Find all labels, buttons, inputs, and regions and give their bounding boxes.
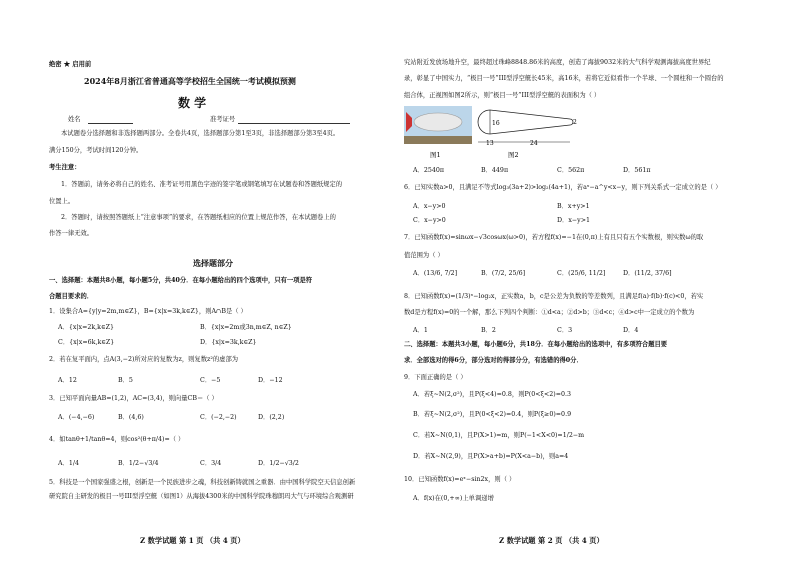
figure-2-caption: 图2	[508, 151, 519, 159]
q3-option-c: C．(−2,−2)	[200, 414, 237, 421]
question-2: 2．若在复平面内，点A(3,−2)所对应的复数为z，则复数z²的虚部为	[49, 356, 239, 363]
label-24: 24	[530, 140, 538, 147]
intro-line-2: 满分150分，考试时间120分钟。	[49, 147, 143, 154]
question-9: 9．下面正确的是（ ）	[404, 374, 467, 381]
subject-title: 数 学	[178, 96, 207, 110]
note-2a: 2．答题时，请按照答题纸上“注意事项”的要求，在答题纸相应的位置上规范作答，在本试题卷上的	[61, 214, 336, 221]
ticket-blank	[238, 123, 350, 124]
q3-option-b: B．(4,6)	[118, 414, 144, 421]
q5-option-a: A．2540π	[413, 167, 445, 174]
q6-option-d: D．x−y>1	[557, 217, 591, 224]
question-1: 1．设集合A={y|y=2m,m∈Z}，B={x|x=3k,k∈Z}，则A∩B是（ ）	[49, 308, 247, 315]
note-1a: 1．答题前，请务必将自己的姓名、准考证号用黑色字迹的签字笔或钢笔填写在试题卷和答题纸规定的	[61, 181, 343, 188]
q4-option-c: C．3/4	[200, 460, 222, 467]
q4-option-d: D．1/2−√3/2	[258, 460, 299, 467]
q1-option-b: B．{x|x=2m或3n,m∈Z, n∈Z}	[200, 324, 292, 331]
intro-line-1: 本试题卷分选择题和非选择题两部分。全卷共4页，选择题部分第1至3页，非选择题部分第3至4页。	[61, 130, 340, 137]
question-10: 10．已知函数f(x)=eˣ−sin2x，则（ ）	[404, 476, 516, 483]
question-8-line-1: 8．已知函数f(x)=(1/3)ˣ−log₂x，正实数a，b，c是公差为负数的等差数列，且满足f(a)·f(b)·f(c)<0，若实	[404, 293, 704, 300]
q1-option-d: D．{x|x=3k,k∈Z}	[200, 339, 257, 346]
note-2b: 作答一律无效。	[49, 230, 94, 237]
part2-heading-b: 求．全部选对的得6分，部分选对的得部分分，有选错的得0分．	[404, 357, 583, 364]
q7-option-d: D．(11/2, 37/6]	[623, 270, 672, 277]
q8-option-c: C．3	[557, 327, 573, 334]
q1-option-c: C．{x|x=6k,k∈Z}	[58, 339, 115, 346]
question-7-line-2: 值范围为（ ）	[404, 252, 444, 259]
question-7-line-1: 7．已知函数f(x)=sinωx−√3cosωx(ω>0)，若方程f(x)=−1在(0,π)上有且只有五个实数根，则实数ω的取	[404, 234, 704, 241]
part1-heading-a: 一、选择题：本题共8小题，每小题5分，共40分．在每小题给出的四个选项中，只有一项是符	[49, 277, 313, 284]
question-5-line-1: 5．科技是一个国家强盛之根，创新是一个民族进步之魂，科技创新铸就国之重器．由中国科学院空天信息创新	[49, 479, 356, 486]
question-4: 4．如tanθ+1/tanθ=4，则cos²(θ+π/4)=（ ）	[49, 436, 185, 443]
q6-option-b: B．x+y>1	[557, 203, 590, 210]
label-13: 13	[486, 140, 494, 147]
q2-option-b: B．5	[118, 377, 133, 384]
q8-option-b: B．2	[481, 327, 496, 334]
figure-1-caption: 图1	[430, 151, 441, 159]
q9-option-a: A．若ξ~N(2,σ²)，且P(ξ<4)=0.8，则P(0<ξ<2)=0.3	[413, 391, 571, 398]
q5-continued-line-2: 录，彰显了中国实力，“极目一号”III型浮空艇长45米，高16米，若将它近似看作一个半球、一个圆柱和一个圆台的	[404, 75, 724, 82]
exam-title: 2024年8月浙江省普通高等学校招生全国统一考试模拟预测	[84, 76, 296, 86]
q8-option-d: D．4	[623, 327, 639, 334]
section-title: 选择题部分	[193, 258, 233, 268]
label-2: 2	[573, 119, 577, 126]
q3-option-d: D．(2,2)	[258, 414, 285, 421]
q5-option-c: C．562π	[557, 167, 585, 174]
q8-option-a: A．1	[413, 327, 428, 334]
question-5-line-2: 研究院自主研发的极目一号III型浮空艇（如图1）从海拔4300米的中国科学院珠穆朗玛大气与环境综合观测研	[49, 493, 354, 500]
q2-option-d: D．−12	[258, 377, 283, 384]
q7-option-b: B．(7/2, 25/6]	[481, 270, 526, 277]
page-2-footer: Z 数学试题 第 2 页 （共 4 页）	[499, 536, 604, 545]
secret-label: 绝密 ★ 启用前	[49, 61, 92, 68]
part2-heading-a: 二、选择题：本题共3小题，每小题6分，共18分．在每小题给出的选项中，有多项符合题目要	[404, 341, 668, 348]
q4-option-b: B．1/2−√3/4	[118, 460, 159, 467]
part1-heading-b: 合题目要求的．	[49, 293, 94, 300]
page-1-footer: Z 数学试题 第 1 页 （共 4 页）	[140, 536, 245, 545]
name-blank	[88, 123, 133, 124]
q5-option-d: D．561π	[623, 167, 651, 174]
q7-option-c: C．(25/6, 11/2]	[557, 270, 606, 277]
figure-1-photo-ground	[404, 136, 472, 144]
q5-continued-line-1: 究站附近发放场地升空，最终超过珠峰8848.86米的高度，创造了海拔9032米的大气科学观测海拔高度世界纪	[404, 59, 711, 66]
q3-option-a: A．(−4,−6)	[58, 414, 95, 421]
q7-option-a: A．(13/6, 7/2]	[413, 270, 458, 277]
page-2	[397, 0, 794, 561]
ticket-label: 准考证号	[210, 116, 236, 123]
airship-icon	[414, 113, 462, 131]
q2-option-c: C．−5	[200, 377, 221, 384]
q5-continued-line-3: 组合体，正视图如图2所示，则“极目一号”III型浮空艇的表面积为（ ）	[404, 92, 601, 99]
q6-option-c: C．x−y>0	[413, 217, 446, 224]
q9-option-d: D．若X~N(2,9)，且P(X>a+b)=P(X<a−b)，则a=4	[413, 453, 569, 460]
q1-option-a: A．{x|x=2k,k∈Z}	[58, 324, 115, 331]
q5-option-b: B．449π	[481, 167, 509, 174]
question-3: 3．已知平面向量AB=(1,2)，AC=(3,4)，则向量CB＝（ ）	[49, 395, 218, 402]
airship-figure	[404, 106, 594, 162]
q9-option-c: C．若X~N(0,1)，且P(X>1)=m，则P(−1<X<0)=1/2−m	[413, 432, 585, 439]
q4-option-a: A．1/4	[58, 460, 79, 467]
question-6: 6．已知实数a>0，且满足不等式log₃(3a+2)>log₂(4a+1)，若aˣ−a^y<x−y，则下列关系式一定成立的是（ ）	[404, 184, 722, 191]
notes-title: 考生注意：	[49, 164, 81, 171]
name-label: 姓名	[68, 116, 81, 123]
q6-option-a: A．x−y>0	[413, 203, 446, 210]
q10-option-a: A．f(x)在(0,+∞)上单调递增	[413, 495, 494, 502]
label-16: 16	[492, 120, 500, 127]
q2-option-a: A．12	[58, 377, 77, 384]
note-1b: 位置上。	[49, 198, 75, 205]
question-8-line-2: 数d是方程f(x)=0的一个解，那么下列四个判断：①d<a；②d>b；③d<c；④d>c中一定成立的个数为	[404, 309, 695, 316]
q9-option-b: B．若ξ~N(2,σ²)，且P(0<ξ<2)=0.4，则P(ξ≥0)=0.9	[413, 411, 572, 418]
